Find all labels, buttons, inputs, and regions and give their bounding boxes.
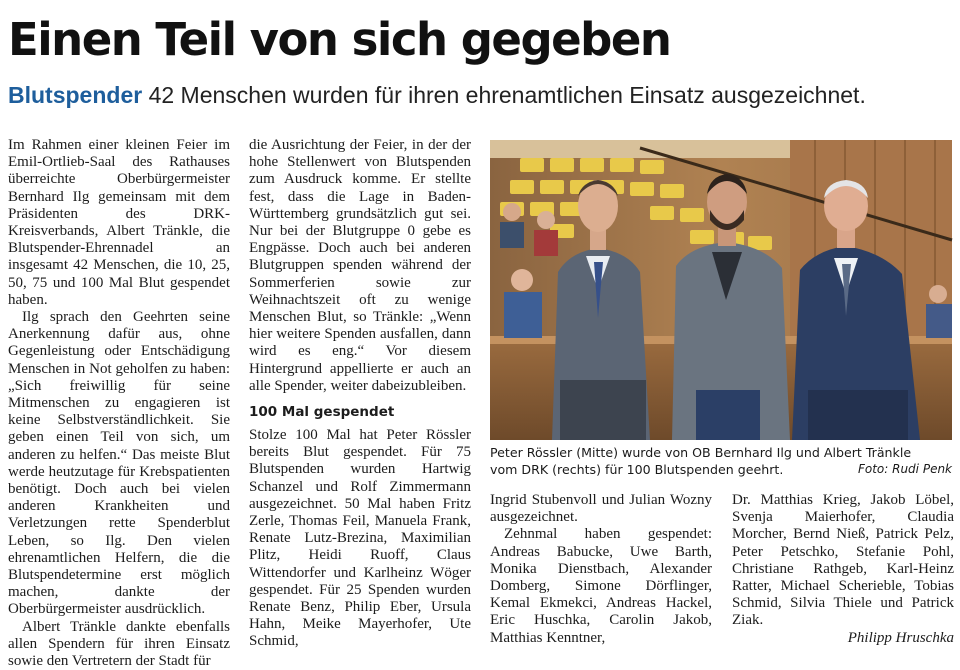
article-column-4	[732, 492, 954, 647]
paragraph: Ingrid Stubenvoll und Julian Wozny ausgezeichnet.	[490, 492, 712, 526]
article-column-1	[8, 137, 230, 670]
subheadline	[8, 80, 952, 110]
caption-line: Peter Rössler (Mitte) wurde von OB Bernhard Ilg und Albert Tränkle	[490, 445, 912, 460]
paragraph: Ilg sprach den Geehrten seine Anerkennung dafür aus, ohne Gegenleistung oder Entschädigung Menschen in Not geholfen zu haben: „Sich freiwillig für seine Mitmenschen zu engagieren ist keine Selbstverständlichkeit. Sie geben einen Teil von sich, um anderen zu helfen.“ Das meiste Blut werde heutzutage für Krebspatienten benötigt. Doch auch bei vielen anderen Krankheiten und Verletzungen rette Spenderblut Leben, so Ilg. Den vielen ehrenamtlichen Helfern, die die Blutspendetermine erst möglich machen, dankte der Oberbürgermeister ausdrücklich.	[8, 309, 230, 618]
paragraph: Zehnmal haben gespendet: Andreas Babucke, Uwe Barth, Monika Dienstbach, Alexander Domberg, Simone Dörflinger, Kemal Ekmekci, Andreas Hackel, Eric Huschka, Carolin Jakob, Matthias Kenntner,	[490, 526, 712, 646]
paragraph: Dr. Matthias Krieg, Jakob Löbel, Svenja Maierhofer, Claudia Morcher, Bernd Nieß, Patrick Pelz, Peter Petschko, Stefanie Pohl, Christiane Rathgeb, Karl-Heinz Ratter, Michael Scherieble, Tobias Schmid, Silvia Thiele und Patrick Ziak.	[732, 492, 954, 629]
section-subtitle: 100 Mal gespendet	[249, 404, 395, 421]
photo-caption	[490, 444, 952, 478]
article-column-3	[490, 492, 712, 647]
paragraph: Im Rahmen einer kleinen Feier im Emil-Ortlieb-Saal des Rathauses überreichte Oberbürgermeister Bernhard Ilg gemeinsam mit dem Präsidenten des DRK-Kreisverbands, Albert Tränkle, die Blutspender-Ehrennadel an insgesamt 42 Menschen, die 10, 25, 50, 75 und 100 Mal Blut gespendet haben.	[8, 137, 230, 308]
photo-credit: Foto: Rudi Penk	[857, 462, 952, 476]
author-byline: Philipp Hruschka	[847, 629, 954, 646]
kicker: Blutspender	[8, 82, 143, 108]
caption-line: vom DRK (rechts) für 100 Blutspenden geehrt.	[490, 462, 784, 477]
subheadline-text: 42 Menschen wurden für ihren ehrenamtlichen Einsatz ausgezeichnet.	[148, 82, 866, 108]
article-photo	[490, 140, 952, 440]
paragraph: Albert Tränkle dankte ebenfalls allen Spendern für ihren Einsatz sowie den Vertretern der Stadt für	[8, 618, 230, 670]
headline: Einen Teil von sich gegeben	[8, 13, 671, 66]
paragraph: Stolze 100 Mal hat Peter Rössler bereits Blut gespendet. Für 75 Blutspenden wurden Hartwig Schanzel und Rolf Zimmermann ausgezeichnet. 50 Mal haben Fritz Zerle, Thomas Feil, Manuela Frank, Renate Lutz-Brezina, Maximilian Plitz, Heidi Ruoff, Claus Wittendorfer und Karlheinz Wöger gespendet. Für 25 Spenden wurden Renate Benz, Philip Eber, Ursula Hahn, Meike Mayerhofer, Ute Schmid,	[249, 427, 471, 650]
paragraph: die Ausrichtung der Feier, in der der hohe Stellenwert von Blutspenden zum Ausdruck komme. Er stellte fest, dass die Lage in Baden-Württemberg grundsätzlich gut sei. Nur bei der Blutgruppe 0 gebe es Engpässe. Doch auch bei anderen Blutgruppen spenden während der Sommerferien sowie zur Weihnachtszeit oft zu wenige Menschen Blut, so Tränkle: „Wenn hier weitere Spenden ausfallen, dann wird es eng.“ Vor diesem Hintergrund appellierte er auch an alle Spender, weiter dabeizubleiben.	[249, 137, 471, 394]
article-column-2	[249, 137, 471, 651]
